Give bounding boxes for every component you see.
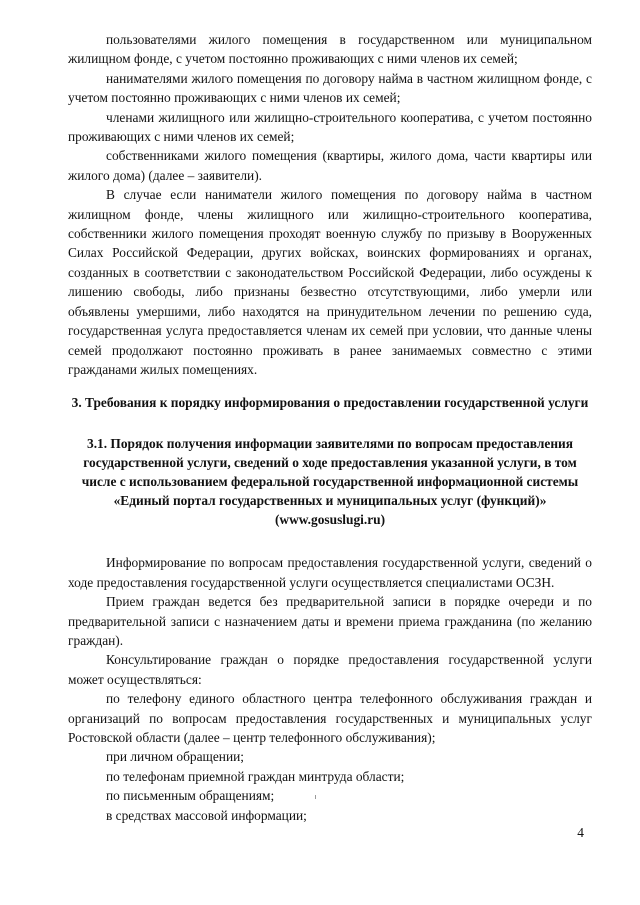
paragraph: Информирование по вопросам предоставления государственной услуги, сведений о ходе предоставления государственной услуги осуществляется специалистами ОСЗН. [68, 555, 592, 590]
page-number: 4 [577, 825, 584, 840]
paragraph: собственниками жилого помещения (квартиры, жилого дома, части квартиры или жилого дома) (далее – заявители). [68, 148, 592, 183]
section-heading: 3. Требования к порядку информирования о предоставлении государственной услуги [71, 395, 589, 411]
paragraph: Консультирование граждан о порядке предоставления государственной услуги может осуществляться: [68, 652, 592, 687]
list-item: при личном обращении; [106, 749, 245, 765]
list-item: по письменным обращениям; [106, 788, 275, 804]
spacer [68, 529, 592, 553]
scan-speck [315, 795, 316, 799]
list-item: в средствах массовой информации; [106, 807, 307, 823]
paragraph: В случае если наниматели жилого помещения по договору найма в частном жилищном фонде, члены жилищного или жилищно-строительного кооператива, собственники жилого помещения проходят военную службу по призыву в Вооруженных Силах Российской Федерации, других войсках, воинских формированиях и органах, созданных в соответствии с законодательством Российской Федерации, либо осуждены к лишению свободы, либо признаны безвестно отсутствующими, либо умерли или объявлены умершими, либо находятся на принудительном лечении по решению суда, государственная услуга предоставляется членам их семей при условии, что данные члены семей продолжают постоянно проживать в ранее занимаемых совместно с этими гражданами жилых помещениях. [68, 187, 592, 377]
document-body [68, 30, 592, 825]
paragraph: пользователями жилого помещения в государственном или муниципальном жилищном фонде, с учетом постоянно проживающих с ними членов их семей; [68, 32, 592, 67]
paragraph: членами жилищного или жилищно-строительного кооператива, с учетом постоянно проживающих с ними членов их семей; [68, 109, 592, 145]
list-item: по телефонам приемной граждан минтруда области; [106, 768, 405, 784]
paragraph: Прием граждан ведется без предварительной записи в порядке очереди и по предварительной записи с назначением даты и времени приема гражданина (по желанию граждан). [68, 594, 592, 648]
paragraph: по телефону единого областного центра телефонного обслуживания граждан и организаций по вопросам предоставления государственных и муниципальных услуг Ростовской области (далее – центр телефонного обслуживания); [68, 691, 592, 745]
paragraph: нанимателями жилого помещения по договору найма в частном жилищном фонде, с учетом постоянно проживающих с ними членов их семей; [68, 70, 592, 106]
subsection-heading: 3.1. Порядок получения информации заявителями по вопросам предоставления государственной услуги, сведений о ходе предоставления указанной услуги, в том числе с использованием федеральной государственной информационной системы «Единый портал государственных и муниципальных услуг (функций)» (www.gosuslugi.ru) [81, 436, 579, 528]
